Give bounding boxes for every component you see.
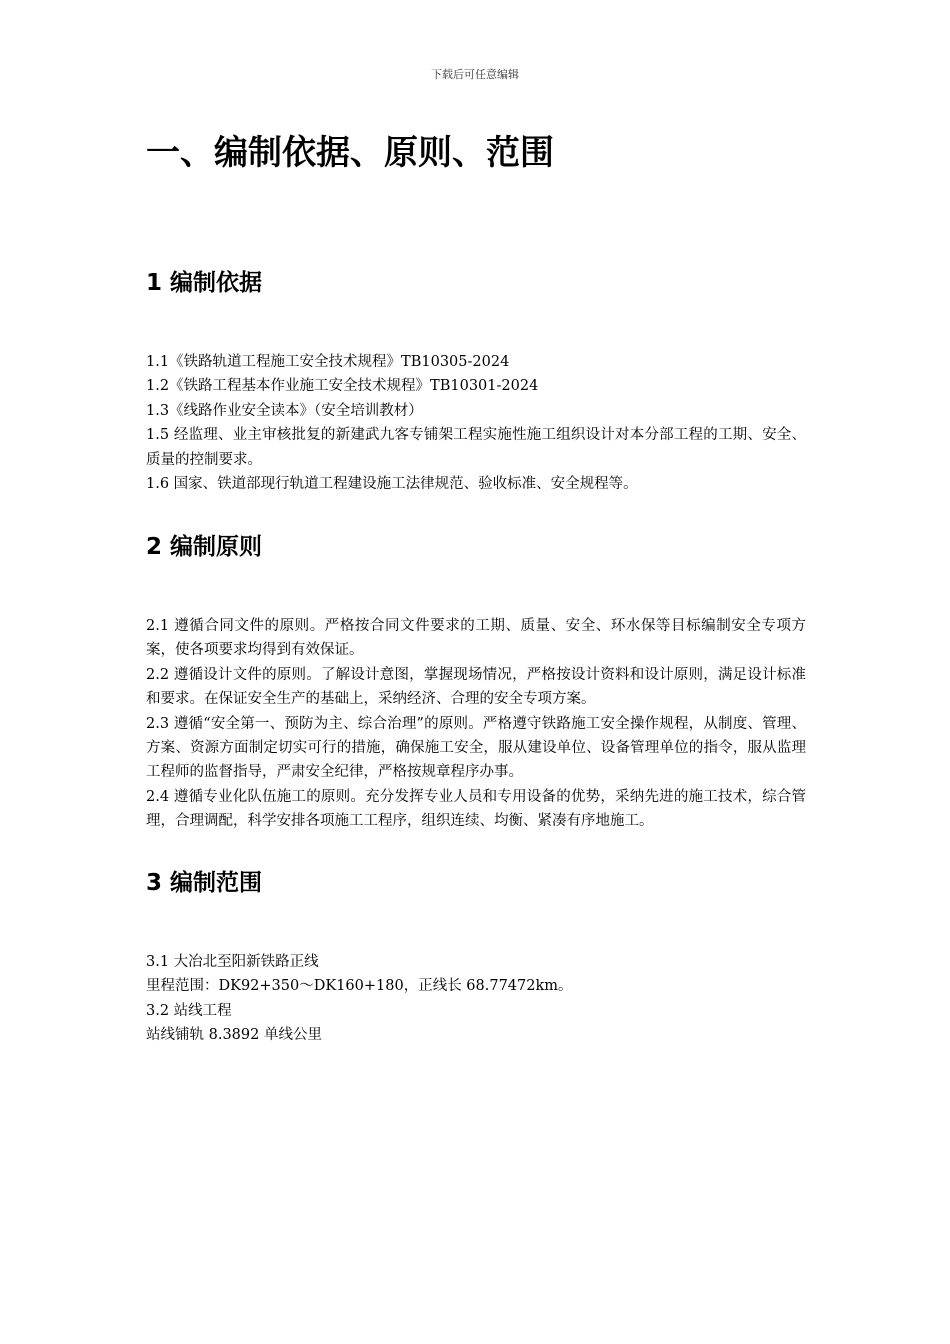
list-item: 1.1《铁路轨道工程施工安全技术规程》TB10305-2024 [146,354,510,370]
list-item: 2.1 遵循合同文件的原则。严格按合同文件要求的工期、质量、安全、环水保等目标编制安全专项方案，使各项要求均得到有效保证。 [146,618,806,659]
list-item: 站线铺轨 8.3892 单线公里 [146,1027,322,1044]
item-list [146,950,806,1048]
list-item: 1.3《线路作业安全读本》（安全培训教材） [146,402,423,419]
list-item: 2.4 遵循专业化队伍施工的原则。充分发挥专业人员和专用设备的优势，采纳先进的施工技术，综合管理，合理调配，科学安排各项施工工程序，组织连续、均衡、紧凑有序地施工。 [146,788,806,830]
section-scope [146,868,806,1044]
document-title: 一、编制依据、原则、范围 [146,133,554,173]
list-item: 2.3 遵循“安全第一、预防为主、综合治理”的原则。严格遵守铁路施工安全操作规程，从制度、管理、方案、资源方面制定切实可行的措施，确保施工安全，服从建设单位、设备管理单位的指令，服从监理工程师的监督指导，严肃安全纪律，严格按规章程序办事。 [146,715,806,781]
section-principles [146,532,806,830]
list-item: 3.2 站线工程 [146,1002,232,1019]
list-item: 3.1 大冶北至阳新铁路正线 [146,954,319,970]
section-heading: 2 编制原则 [146,534,263,560]
list-item: 2.2 遵循设计文件的原则。了解设计意图，掌握现场情况，严格按设计资料和设计原则，满足设计标准和要求。在保证安全生产的基础上，采纳经济、合理的安全专项方案。 [146,666,806,708]
list-item: 1.2《铁路工程基本作业施工安全技术规程》TB10301-2024 [146,378,539,395]
list-item: 里程范围：DK92+350～DK160+180，正线长 68.77472km。 [146,978,573,995]
list-item: 1.5 经监理、业主审核批复的新建武九客专铺架工程实施性施工组织设计对本分部工程的工期、安全、质量的控制要求。 [146,427,806,468]
list-item: 1.6 国家、铁道部现行轨道工程建设施工法律规范、验收标准、安全规程等。 [146,476,638,493]
section-basis [146,268,806,493]
item-list [146,350,806,496]
section-heading: 1 编制依据 [146,270,263,296]
page-header: 下载后可任意编辑 [431,68,519,81]
section-heading: 3 编制范围 [146,870,263,896]
item-list [146,614,806,834]
